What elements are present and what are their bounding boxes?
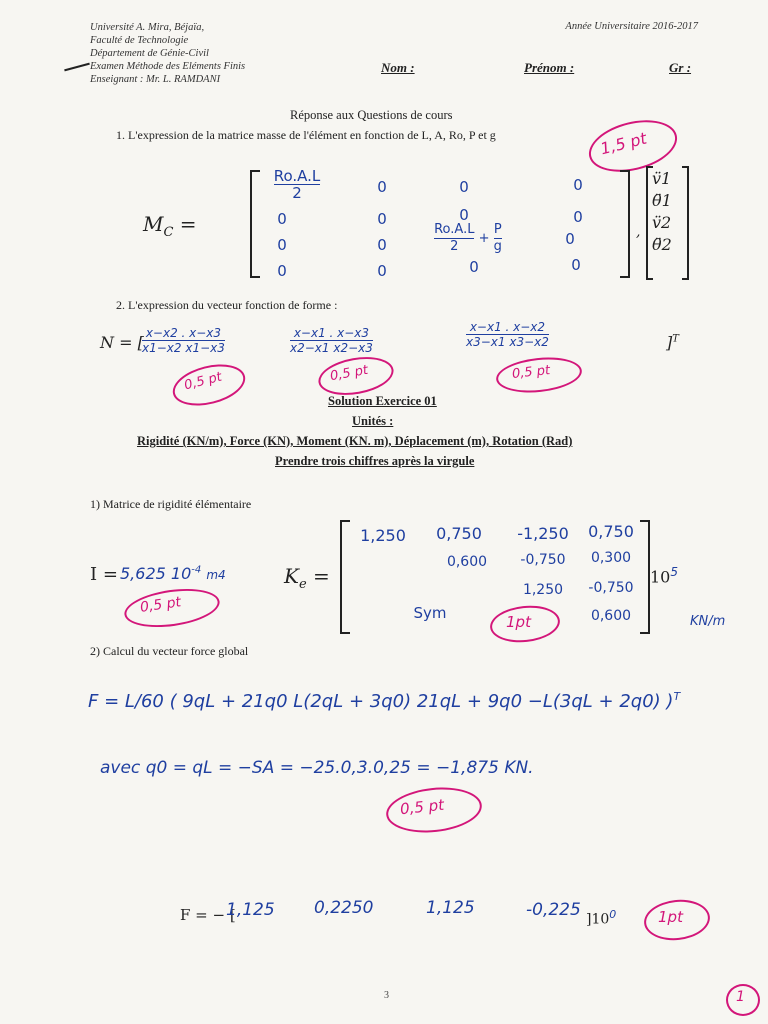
header-block [90,21,245,86]
score-q1: 1,5 pt [598,128,649,159]
force-value-1: 1,125 [226,900,275,920]
stiffness-cell-r1c1: 0,600 [446,554,488,570]
mass-cell-r1c2: 0 [459,206,469,224]
shape-vector-label: N = [ [100,333,144,352]
inertia-label: I = [90,564,118,585]
force-formula: F = L/60 ( 9qL + 21q0 L(2qL + 3q0) 21qL + 9q0 −L(3qL + 2q0) )$^T$ [88,690,681,712]
mass-cell-r3c3: 0 [571,256,581,274]
matrix-comma: , [636,224,641,240]
mass-cell-r2c0: 0 [277,236,287,254]
section-1-title: 1) Matrice de rigidité élémentaire [90,497,252,511]
stiffness-cell-r1c2: -0,750 [520,552,566,568]
shape-function-2: x−x1 . x−x3 x2−x1 x2−x3 [290,326,373,355]
stiffness-factor: $10^5$ [650,565,678,587]
group-field: Gr : [669,60,692,75]
mass-cell-r1c0: 0 [277,210,287,228]
mass-cell-r0c0: $\frac{Ro.A.L}{2}$ [273,167,321,202]
mass-cell-r2c1: 0 [377,236,387,254]
mass-cell-r3c2: 0 [469,258,479,276]
stiffness-cell-r3c3: 0,600 [590,608,632,624]
mass-cell-r2c2: $\frac{Ro.A.L}{2}$ + $\frac{P}{g}$ [434,222,502,254]
exam-name: Examen Méthode des Eléments Finis [90,61,246,72]
stiffness-unit: KN/m [690,614,726,629]
inertia-value: 5,625 $10^{-4}$ m4 [120,564,226,583]
shape-function-3: x−x1 . x−x2 x3−x1 x3−x2 [466,320,549,349]
stiffness-label: $K_e$ = [284,564,330,592]
stiffness-cell-r0c1: 0,750 [436,524,482,543]
force-vector-label: F = − [ [180,906,236,924]
mass-cell-r1c3: 0 [573,208,583,226]
score-n3: 0,5 pt [511,363,551,382]
exercise-title: Solution Exercice 01 [328,394,437,408]
score-inertia: 0,5 pt [139,594,183,616]
accel-vector: v̈1 θ̈1 v̈2 θ̈2 [652,169,672,254]
force-value-4: -0,225 [526,900,581,920]
nom-field: Nom : [381,60,415,75]
mass-cell-r1c1: 0 [377,210,387,228]
faculty-name: Faculté de Technologie [90,35,189,46]
accel-vector-right-bracket [682,166,689,280]
units-title: Unités : [352,414,394,428]
stiffness-cell-r2c2: 1,250 [522,582,564,598]
mass-cell-r2c3: 0 [565,230,575,248]
precision-line: Prendre trois chiffres après la virgule [275,454,475,468]
department-name: Département de Génie-Civil [90,48,209,59]
section-2-title: 2) Calcul du vecteur force global [90,644,249,658]
course-title: Réponse aux Questions de cours [290,108,453,122]
stiffness-symmetric: Sym [413,604,447,622]
mass-cell-r0c3: 0 [573,176,583,194]
mass-matrix-right-bracket [620,170,630,278]
units-line: Rigidité (KN/m), Force (KN), Moment (KN. m), Déplacement (m), Rotation (Rad) [137,434,573,448]
mass-matrix-label: $M_C$ = [143,212,197,240]
force-value-3: 1,125 [426,898,475,918]
mass-cell-r3c0: 0 [277,262,287,280]
score-n1: 0,5 pt [182,369,224,394]
score-n2: 0,5 pt [328,362,370,385]
mass-cell-r0c2: 0 [459,178,469,196]
force-value-2: 0,2250 [314,898,374,918]
prenom-field: Prénom : [524,60,575,75]
stiffness-cell-r0c0: 1,250 [360,526,406,545]
stiffness-cell-r0c3: 0,750 [588,522,634,541]
mass-cell-r0c1: 0 [377,178,387,196]
score-stiffness: 1pt [506,613,531,631]
stiffness-cell-r0c2: -1,250 [517,524,569,543]
stiffness-cell-r2c3: -0,750 [588,580,634,596]
score-load: 0,5 pt [399,795,445,819]
academic-year: Année Universitaire 2016-2017 [565,21,698,32]
score-force: 1pt [658,908,683,926]
question-2: 2. L'expression du vecteur fonction de forme : [116,298,338,312]
distributed-load-line: avec q0 = qL = −SA = −25.0,3.0,25 = −1,875 KN. [100,758,534,778]
shape-vector-close: ]$^T$ [666,333,679,352]
page-number: 3 [384,990,389,1001]
stiffness-cell-r1c3: 0,300 [590,550,632,566]
pen-stroke [64,63,90,72]
question-1: 1. L'expression de la matrice masse de l'élément en fonction de L, A, Ro, P et g [116,128,496,142]
mass-cell-r3c1: 0 [377,262,387,280]
sheet-mark: 1 [736,989,745,1005]
university-name: Université A. Mira, Béjaïa, [90,22,205,33]
shape-function-1: x−x2 . x−x3 x1−x2 x1−x3 [142,326,225,355]
force-vector-close: ]$10^0$ [586,908,617,928]
teacher-name: Enseignant : Mr. L. RAMDANI [90,74,221,85]
